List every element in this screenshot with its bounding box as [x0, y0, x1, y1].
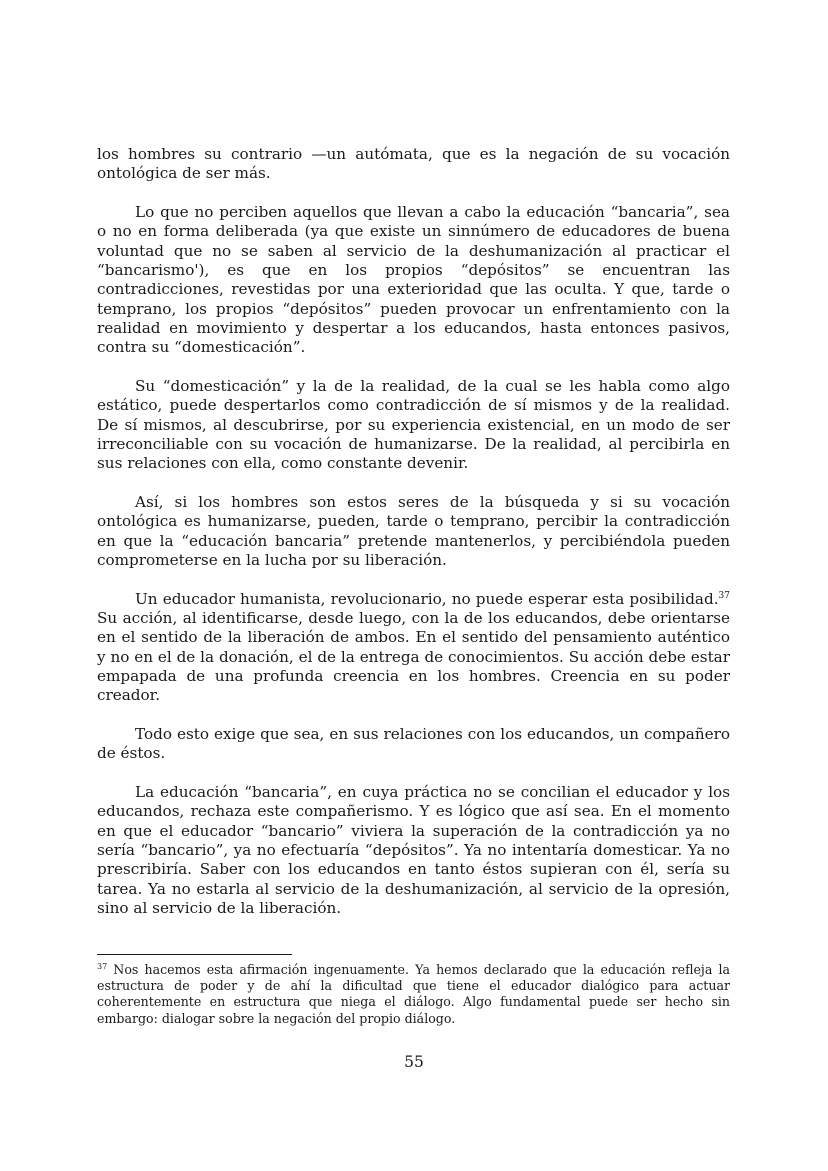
- paragraph: La educación “bancaria”, en cuya práctica no se concilian el educador y los educandos, rechaza este compañerismo. Y es lógico que así sea. En el momento en que el educador “bancario” viviera la superación de la contradicción ya no sería “bancario”, ya no efectuaría “depósitos”. Ya no intentaría domesticar. Ya no prescribiría. Saber con los educandos en tanto éstos supieran con él, sería su tarea. Ya no estarla al servicio de la deshumanización, al servicio de la opresión, sino al servicio de la liberación.: [97, 783, 730, 917]
- paragraph: Así, si los hombres son estos seres de la búsqueda y si su vocación ontológica es humanizarse, pueden, tarde o temprano, percibir la contradicción en que la “educación bancaria” pretende mantenerlos, y percibiéndola pueden comprometerse en la lucha por su liberación.: [97, 492, 730, 569]
- footnote-separator: [97, 954, 292, 955]
- footnote: [97, 962, 730, 1027]
- paragraph: Todo esto exige que sea, en sus relaciones con los educandos, un compañero de éstos.: [97, 724, 730, 763]
- paragraph-text-before-ref: Un educador humanista, revolucionario, no puede esperar esta posibilidad.: [135, 589, 719, 608]
- body-text: [97, 145, 730, 938]
- paragraph: Lo que no perciben aquellos que llevan a cabo la educación “bancaria”, sea o no en forma deliberada (ya que existe un sinnúmero de educadores de buena voluntad que no se saben al servicio de la deshumanización al practicar el “bancarismo'), es que en los propios “depósitos” se encuentran las contradicciones, revestidas por una exterioridad que las oculta. Y que, tarde o temprano, los propios “depósitos” pueden provocar un enfrentamiento con la realidad en movimiento y despertar a los educandos, hasta entonces pasivos, contra su “domesticación”.: [97, 203, 730, 357]
- footnote-text: Nos hacemos esta afirmación ingenuamente. Ya hemos declarado que la educación refleja la estructura de poder y de ahí la dificultad que tiene el educador dialógico para actuar coherentemente en estructura que niega el diálogo. Algo fundamental puede ser hecho sin embargo: dialogar sobre la negación del propio diálogo.: [97, 962, 730, 1026]
- footnote-reference: 37: [718, 590, 730, 601]
- footnote-number: 37: [97, 961, 108, 971]
- page-number: 55: [404, 1053, 424, 1071]
- paragraph: Su “domesticación” y la de la realidad, de la cual se les habla como algo estático, puede despertarlos como contradicción de sí mismos y de la realidad. De sí mismos, al descubrirse, por su experiencia existencial, en un modo de ser irreconciliable con su vocación de humanizarse. De la realidad, al percibirla en sus relaciones con ella, como constante devenir.: [97, 376, 730, 473]
- paragraph-continuation: los hombres su contrario —un autómata, que es la negación de su vocación ontológica de ser más.: [97, 145, 730, 183]
- paragraph-text-after-ref: Su acción, al identificarse, desde luego, con la de los educandos, debe orientarse en el sentido de la liberación de ambos. En el sentido del pensamiento auténtico y no en el de la donación, el de la entrega de conocimientos. Su acción debe estar empapada de una profunda creencia en los hombres. Creencia en su poder creador.: [97, 608, 730, 705]
- paragraph-with-footnote-ref: [97, 590, 730, 706]
